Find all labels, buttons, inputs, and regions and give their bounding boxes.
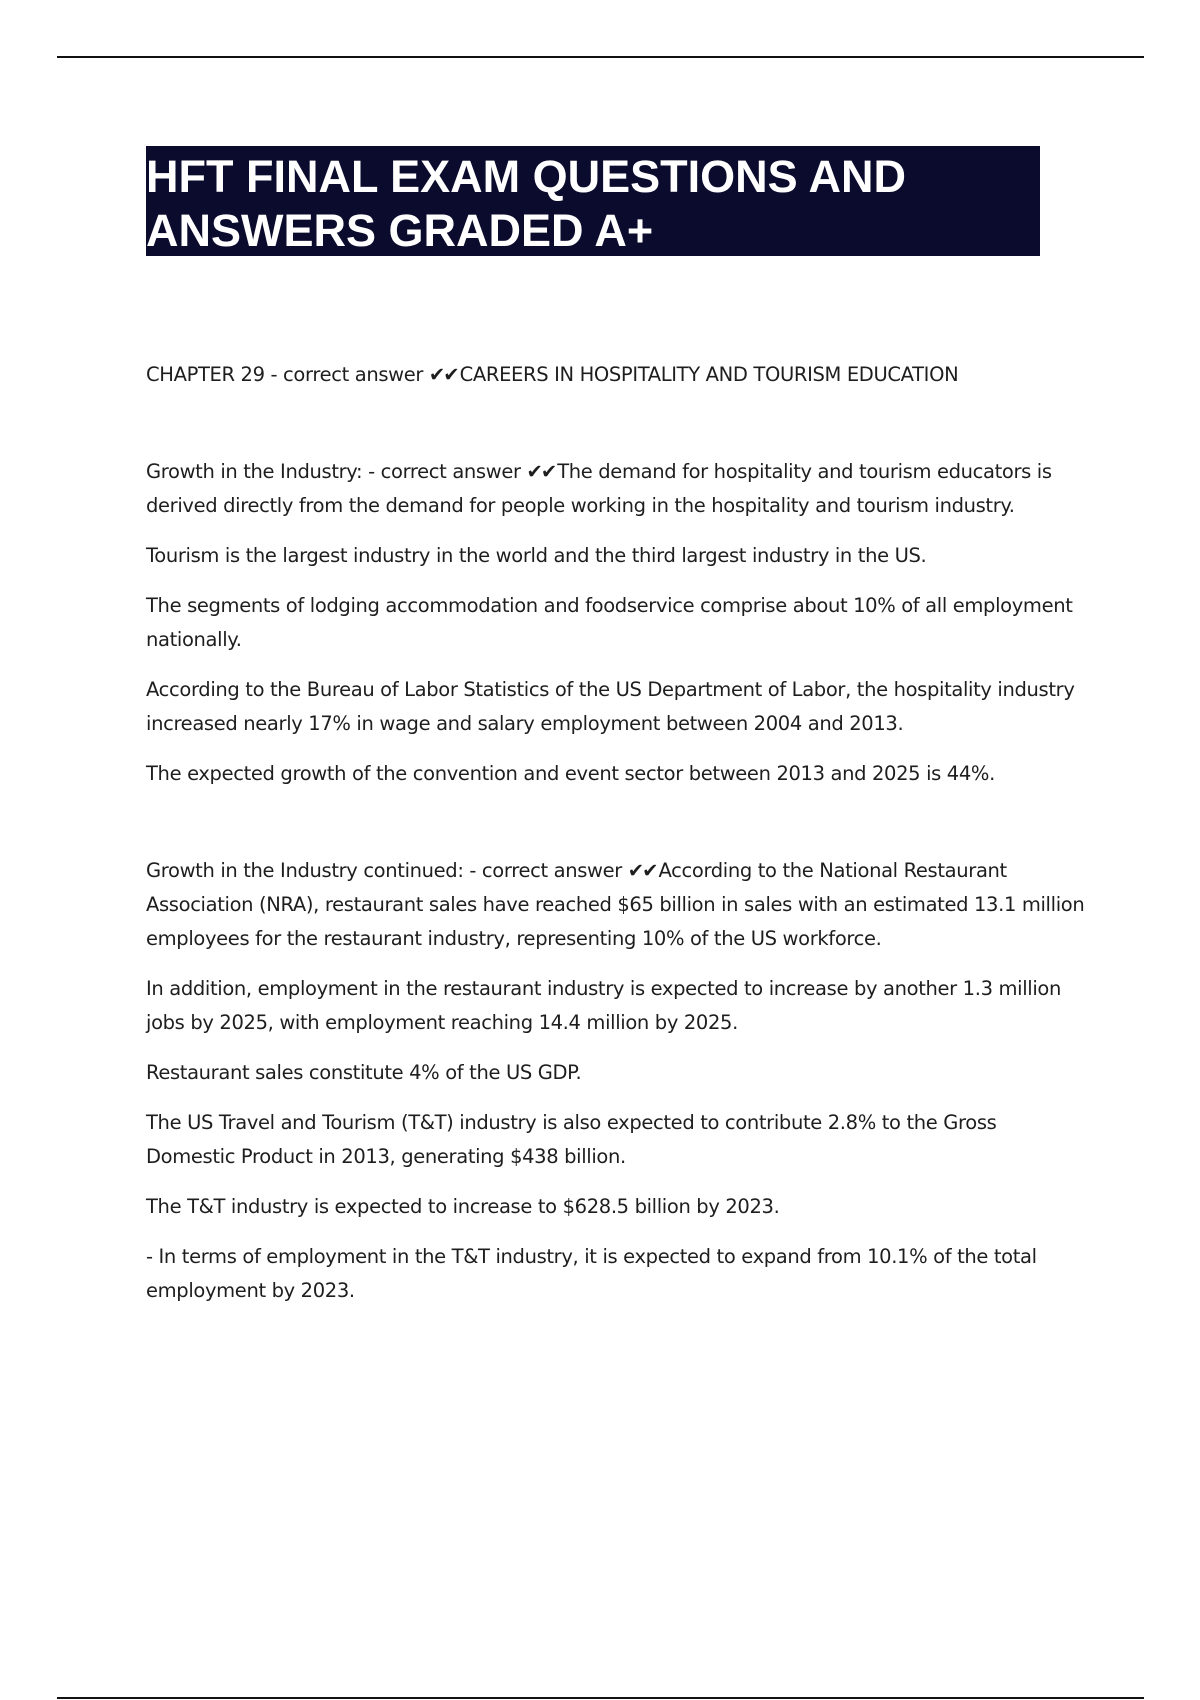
qa-question-line	[146, 854, 1086, 956]
qa-entry	[146, 358, 1086, 392]
qa-answer: The demand for hospitality and tourism educators is derived directly from the demand for people working in the hospitality and tourism industry.	[146, 460, 1052, 517]
qa-entry	[146, 455, 1086, 791]
answer-paragraph: Restaurant sales constitute 4% of the US GDP.	[146, 1061, 582, 1084]
qa-prompt: Growth in the Industry continued: - correct answer	[146, 859, 628, 882]
answer-paragraph: According to the Bureau of Labor Statistics of the US Department of Labor, the hospitality industry increased nearly 17% in wage and salary employment between 2004 and 2013.	[146, 678, 1075, 735]
double-check-icon: ✔✔	[428, 363, 458, 386]
page-title: HFT FINAL EXAM QUESTIONS AND ANSWERS GRADED A+	[146, 151, 907, 256]
bottom-rule	[57, 1697, 1144, 1699]
qa-question-line	[146, 455, 1086, 523]
qa-question-line	[146, 358, 1086, 392]
answer-paragraph: The segments of lodging accommodation and foodservice comprise about 10% of all employment nationally.	[146, 594, 1073, 651]
qa-answer: According to the National Restaurant Association (NRA), restaurant sales have reached $65 billion in sales with an estimated 13.1 million employees for the restaurant industry, representing 10% of the US workforce.	[146, 859, 1085, 950]
qa-entry	[146, 854, 1086, 1308]
qa-prompt: Growth in the Industry: - correct answer	[146, 460, 527, 483]
answer-paragraph: The T&T industry is expected to increase to $628.5 billion by 2023.	[146, 1195, 780, 1218]
answer-paragraph: The expected growth of the convention and event sector between 2013 and 2025 is 44%.	[146, 762, 995, 785]
answer-paragraph: In addition, employment in the restaurant industry is expected to increase by another 1.3 million jobs by 2025, with employment reaching 14.4 million by 2025.	[146, 977, 1061, 1034]
document-body	[146, 358, 1086, 1308]
qa-prompt: CHAPTER 29 - correct answer	[146, 363, 429, 386]
answer-paragraph: - In terms of employment in the T&T industry, it is expected to expand from 10.1% of the total employment by 2023.	[146, 1245, 1037, 1302]
answer-paragraph: Tourism is the largest industry in the world and the third largest industry in the US.	[146, 544, 927, 567]
title-banner	[146, 146, 1040, 256]
answer-paragraph: The US Travel and Tourism (T&T) industry is also expected to contribute 2.8% to the Gross Domestic Product in 2013, generating $438 billion.	[146, 1111, 997, 1168]
double-check-icon: ✔✔	[627, 859, 657, 882]
qa-answer: CAREERS IN HOSPITALITY AND TOURISM EDUCATION	[459, 363, 959, 386]
top-rule	[57, 56, 1144, 58]
double-check-icon: ✔✔	[526, 460, 556, 483]
